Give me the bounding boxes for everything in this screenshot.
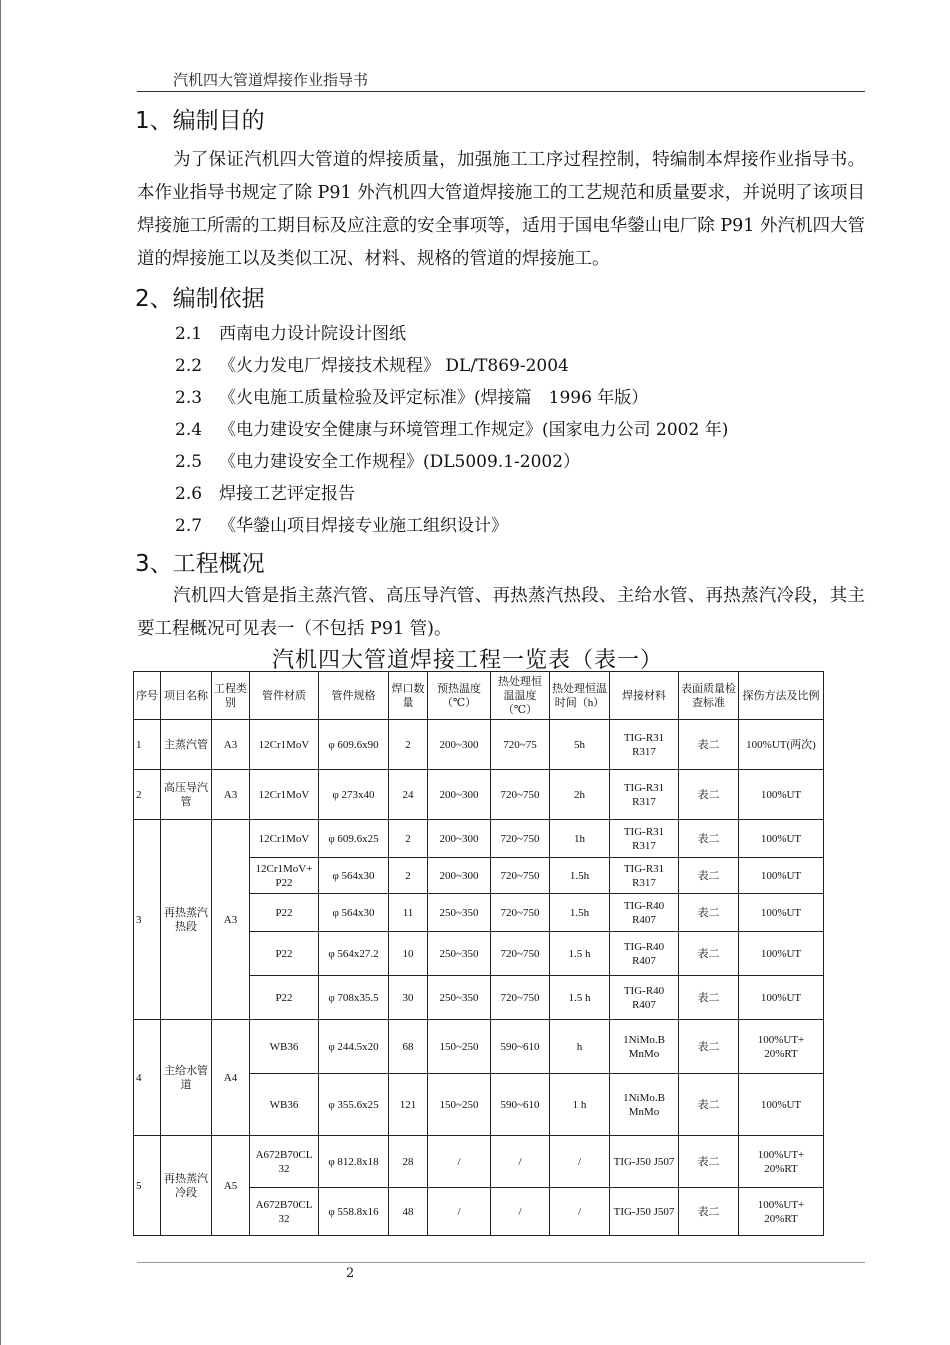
ndt-method: 100%UT <box>739 894 824 932</box>
ndt-method: 100%UT+ 20%RT <box>739 1020 824 1074</box>
project-name: 主蒸汽管 <box>161 720 212 770</box>
surface-standard: 表二 <box>679 1020 739 1074</box>
ndt-method: 100%UT <box>739 932 824 976</box>
preheat-temp: 200~300 <box>428 820 491 858</box>
joint-count: 30 <box>389 976 428 1020</box>
table-header-row <box>134 672 824 720</box>
heat-treat-time: 2h <box>550 770 610 820</box>
joint-count: 24 <box>389 770 428 820</box>
row-number: 2 <box>134 770 161 820</box>
weld-material: TIG-R40 R407 <box>610 894 679 932</box>
material: 12Cr1MoV <box>250 770 319 820</box>
heat-treat-time: 1.5h <box>550 894 610 932</box>
preheat-temp: 150~250 <box>428 1020 491 1074</box>
surface-standard: 表二 <box>679 770 739 820</box>
project-category: A3 <box>212 820 250 1020</box>
ndt-method: 100%UT <box>739 820 824 858</box>
ndt-method: 100%UT <box>739 770 824 820</box>
welding-table <box>133 671 824 1236</box>
table-row <box>134 1136 824 1188</box>
surface-standard: 表二 <box>679 932 739 976</box>
material: A672B70CL 32 <box>250 1188 319 1236</box>
preheat-temp: 200~300 <box>428 720 491 770</box>
spec: φ 244.5x20 <box>319 1020 389 1074</box>
weld-material: TIG-R40 R407 <box>610 932 679 976</box>
joint-count: 2 <box>389 858 428 894</box>
heat-treat-temp: 720~750 <box>491 820 550 858</box>
heat-treat-temp: 590~610 <box>491 1074 550 1136</box>
section2-heading: 2、编制依据 <box>135 286 265 312</box>
header-cell: 焊接材料 <box>610 672 679 720</box>
material: 12Cr1MoV+ P22 <box>250 858 319 894</box>
joint-count: 121 <box>389 1074 428 1136</box>
header-cell: 热处理恒温时间（h） <box>550 672 610 720</box>
header-cell: 项目名称 <box>161 672 212 720</box>
heat-treat-time: 1.5h <box>550 858 610 894</box>
material: WB36 <box>250 1020 319 1074</box>
preheat-temp: 200~300 <box>428 770 491 820</box>
heat-treat-time: / <box>550 1188 610 1236</box>
ndt-method: 100%UT <box>739 1074 824 1136</box>
header-cell: 管件规格 <box>319 672 389 720</box>
page-edge <box>0 0 1 1345</box>
ndt-method: 100%UT+ 20%RT <box>739 1188 824 1236</box>
preheat-temp: 250~350 <box>428 894 491 932</box>
reference-item: 2.5 《电力建设安全工作规程》(DL5009.1-2002） <box>175 452 581 472</box>
heat-treat-temp: 720~750 <box>491 770 550 820</box>
reference-item: 2.1 西南电力设计院设计图纸 <box>175 324 406 344</box>
spec: φ 609.6x25 <box>319 820 389 858</box>
preheat-temp: 250~350 <box>428 932 491 976</box>
spec: φ 564x30 <box>319 894 389 932</box>
header-cell: 预热温度（℃） <box>428 672 491 720</box>
project-category: A3 <box>212 720 250 770</box>
heat-treat-temp: 720~750 <box>491 976 550 1020</box>
ndt-method: 100%UT+ 20%RT <box>739 1136 824 1188</box>
heat-treat-temp: 720~750 <box>491 858 550 894</box>
weld-material: 1NiMo.B MnMo <box>610 1020 679 1074</box>
weld-material: TIG-R31 R317 <box>610 858 679 894</box>
reference-item: 2.2 《火力发电厂焊接技术规程》 DL/T869-2004 <box>175 356 569 376</box>
surface-standard: 表二 <box>679 1136 739 1188</box>
preheat-temp: / <box>428 1188 491 1236</box>
heat-treat-temp: 720~750 <box>491 894 550 932</box>
heat-treat-time: / <box>550 1136 610 1188</box>
page-header-title: 汽机四大管道焊接作业指导书 <box>173 71 369 89</box>
section1-paragraph: 为了保证汽机四大管道的焊接质量，加强施工工序过程控制，特编制本焊接作业指导书。本作业指导书规定了除 P91 外汽机四大管道焊接施工的工艺规范和质量要求，并说明了该项目焊接施工所需的工期目标及应注意的安全事项等，适用于国电华鎣山电厂除 P91 外汽机四大管道的焊接施工以及类似工况、材料、规格的管道的焊接施工。 <box>137 150 865 269</box>
table-row <box>134 820 824 858</box>
heat-treat-time: 1.5 h <box>550 932 610 976</box>
heat-treat-time: 1h <box>550 820 610 858</box>
surface-standard: 表二 <box>679 858 739 894</box>
joint-count: 11 <box>389 894 428 932</box>
surface-standard: 表二 <box>679 1074 739 1136</box>
weld-material: TIG-J50 J507 <box>610 1136 679 1188</box>
row-number: 4 <box>134 1020 161 1136</box>
material: P22 <box>250 976 319 1020</box>
header-cell: 工程类别 <box>212 672 250 720</box>
joint-count: 68 <box>389 1020 428 1074</box>
weld-material: TIG-R31 R317 <box>610 720 679 770</box>
reference-item: 2.6 焊接工艺评定报告 <box>175 484 355 504</box>
material: WB36 <box>250 1074 319 1136</box>
heat-treat-temp: 720~750 <box>491 932 550 976</box>
heat-treat-temp: / <box>491 1188 550 1236</box>
heat-treat-temp: 590~610 <box>491 1020 550 1074</box>
project-name: 主给水管道 <box>161 1020 212 1136</box>
joint-count: 48 <box>389 1188 428 1236</box>
project-name: 再热蒸汽热段 <box>161 820 212 1020</box>
reference-item: 2.3 《火电施工质量检验及评定标准》(焊接篇 1996 年版） <box>175 388 649 408</box>
spec: φ 708x35.5 <box>319 976 389 1020</box>
spec: φ 564x27.2 <box>319 932 389 976</box>
header-cell: 热处理恒温温度（℃） <box>491 672 550 720</box>
preheat-temp: / <box>428 1136 491 1188</box>
weld-material: TIG-R31 R317 <box>610 820 679 858</box>
spec: φ 609.6x90 <box>319 720 389 770</box>
table-row <box>134 720 824 770</box>
row-number: 5 <box>134 1136 161 1236</box>
header-cell: 焊口数量 <box>389 672 428 720</box>
material: P22 <box>250 932 319 976</box>
table-row <box>134 770 824 820</box>
material: P22 <box>250 894 319 932</box>
spec: φ 564x30 <box>319 858 389 894</box>
ndt-method: 100%UT(两次) <box>739 720 824 770</box>
heat-treat-time: h <box>550 1020 610 1074</box>
project-category: A5 <box>212 1136 250 1236</box>
weld-material: TIG-J50 J507 <box>610 1188 679 1236</box>
surface-standard: 表二 <box>679 720 739 770</box>
heat-treat-temp: / <box>491 1136 550 1188</box>
weld-material: TIG-R40 R407 <box>610 976 679 1020</box>
spec: φ 558.8x16 <box>319 1188 389 1236</box>
weld-material: TIG-R31 R317 <box>610 770 679 820</box>
heat-treat-time: 5h <box>550 720 610 770</box>
surface-standard: 表二 <box>679 894 739 932</box>
weld-material: 1NiMo.B MnMo <box>610 1074 679 1136</box>
project-name: 高压导汽管 <box>161 770 212 820</box>
header-divider <box>137 91 865 92</box>
header-cell: 表面质量检查标准 <box>679 672 739 720</box>
section3-heading: 3、工程概况 <box>135 551 265 577</box>
table-row <box>134 1020 824 1074</box>
row-number: 3 <box>134 820 161 1020</box>
spec: φ 273x40 <box>319 770 389 820</box>
reference-item: 2.7 《华鎣山项目焊接专业施工组织设计》 <box>175 516 508 536</box>
section3-paragraph: 汽机四大管是指主蒸汽管、高压导汽管、再热蒸汽热段、主给水管、再热蒸汽冷段，其主要工程概况可见表一（不包括 P91 管)。 <box>137 586 865 639</box>
section1-heading: 1、编制目的 <box>135 108 265 134</box>
project-category: A4 <box>212 1020 250 1136</box>
project-name: 再热蒸汽冷段 <box>161 1136 212 1236</box>
joint-count: 10 <box>389 932 428 976</box>
project-category: A3 <box>212 770 250 820</box>
spec: φ 812.8x18 <box>319 1136 389 1188</box>
ndt-method: 100%UT <box>739 858 824 894</box>
heat-treat-time: 1.5 h <box>550 976 610 1020</box>
material: 12Cr1MoV <box>250 820 319 858</box>
surface-standard: 表二 <box>679 820 739 858</box>
header-cell: 探伤方法及比例 <box>739 672 824 720</box>
header-cell: 序号 <box>134 672 161 720</box>
joint-count: 2 <box>389 720 428 770</box>
heat-treat-temp: 720~75 <box>491 720 550 770</box>
joint-count: 2 <box>389 820 428 858</box>
page-number: 2 <box>346 1266 355 1281</box>
row-number: 1 <box>134 720 161 770</box>
table-title: 汽机四大管道焊接工程一览表（表一） <box>272 648 664 673</box>
surface-standard: 表二 <box>679 976 739 1020</box>
reference-item: 2.4 《电力建设安全健康与环境管理工作规定》(国家电力公司 2002 年) <box>175 420 729 440</box>
preheat-temp: 150~250 <box>428 1074 491 1136</box>
spec: φ 355.6x25 <box>319 1074 389 1136</box>
surface-standard: 表二 <box>679 1188 739 1236</box>
preheat-temp: 250~350 <box>428 976 491 1020</box>
ndt-method: 100%UT <box>739 976 824 1020</box>
footer-divider <box>137 1262 865 1263</box>
preheat-temp: 200~300 <box>428 858 491 894</box>
material: 12Cr1MoV <box>250 720 319 770</box>
heat-treat-time: 1 h <box>550 1074 610 1136</box>
joint-count: 28 <box>389 1136 428 1188</box>
header-cell: 管件材质 <box>250 672 319 720</box>
material: A672B70CL 32 <box>250 1136 319 1188</box>
